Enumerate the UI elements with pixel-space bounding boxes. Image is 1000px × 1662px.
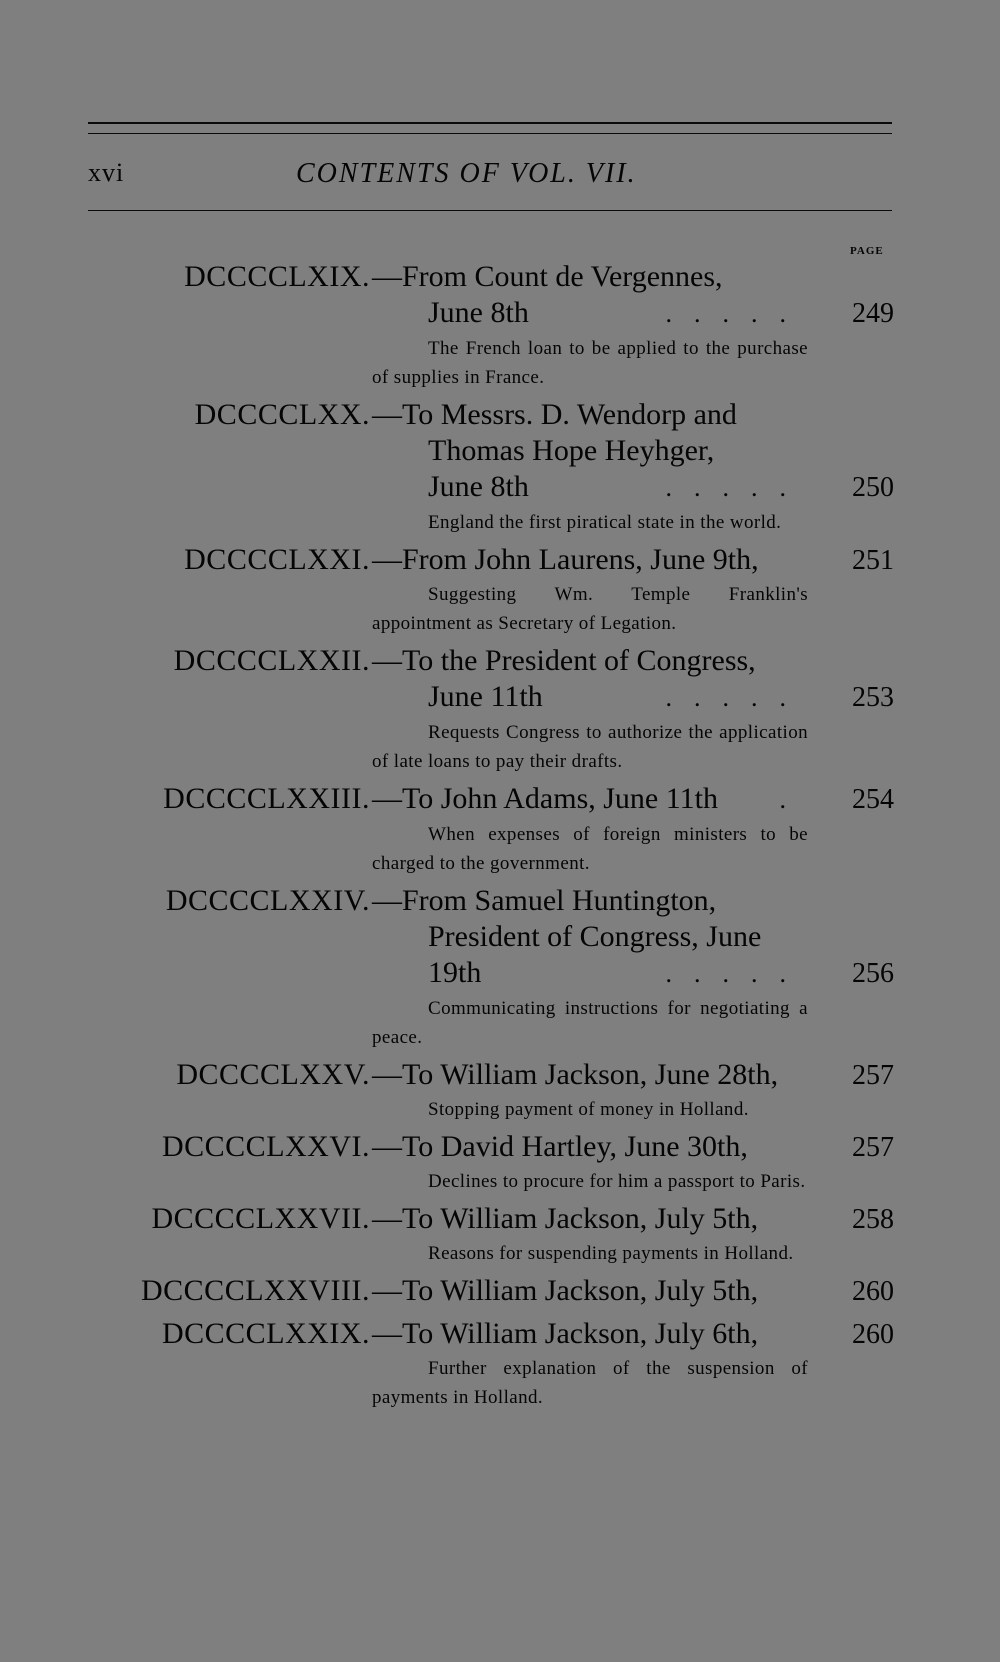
contents-entry — [0, 541, 1000, 638]
entry-numeral: DCCCCLXXI. — [184, 543, 370, 576]
entry-title-text: June 8th — [428, 470, 529, 503]
entry-title — [372, 780, 808, 818]
entry-title — [372, 1200, 808, 1237]
entry-title-text: —To William Jackson, June 28th, — [372, 1058, 779, 1091]
leader-dots: ..... — [665, 299, 808, 328]
entry-page-number: 251 — [852, 545, 894, 576]
entry-title — [372, 1272, 808, 1309]
contents-entry — [0, 1272, 1000, 1309]
contents-list — [0, 258, 1000, 1416]
page-number: xvi — [88, 158, 125, 187]
entry-title — [372, 541, 808, 578]
contents-entry — [0, 396, 1000, 537]
entry-title-text: 19th — [428, 956, 482, 989]
entry-title-line — [372, 883, 808, 919]
entry-title — [372, 396, 808, 506]
header-rule — [88, 210, 892, 211]
entry-title — [372, 1056, 808, 1093]
leader-dots: . — [779, 785, 808, 814]
entry-page-number: 249 — [852, 298, 894, 329]
contents-entry — [0, 780, 1000, 878]
entry-page-number: 254 — [852, 784, 894, 815]
entry-numeral: DCCCCLXIX. — [184, 260, 370, 293]
entry-title — [372, 1128, 808, 1165]
contents-entry — [0, 642, 1000, 776]
entry-page-number: 250 — [852, 472, 894, 503]
entry-title-text: President of Congress, June — [428, 920, 762, 953]
entry-title-line — [428, 295, 808, 332]
entry-page-number: 257 — [852, 1060, 894, 1091]
contents-entry — [0, 1056, 1000, 1124]
entry-numeral: DCCCCLXXIX. — [161, 1317, 370, 1350]
entry-title-line — [372, 1129, 808, 1165]
entry-summary: England the first piratical state in the world. — [428, 512, 782, 533]
contents-entry — [0, 258, 1000, 392]
entry-title-line — [372, 1316, 808, 1352]
entry-title — [372, 1315, 808, 1352]
entry-numeral: DCCCCLXXII. — [173, 644, 370, 677]
entry-title-text: June 8th — [428, 296, 529, 329]
contents-entry — [0, 1128, 1000, 1196]
entry-numeral: DCCCCLXXVIII. — [141, 1274, 370, 1307]
entry-title-line — [372, 397, 808, 433]
entry-title-line — [372, 781, 808, 818]
entry-title — [372, 258, 808, 332]
entry-title-line — [428, 919, 808, 955]
entry-numeral: DCCCCLXXV. — [176, 1058, 370, 1091]
entry-page-number: 258 — [852, 1204, 894, 1235]
entry-numeral: DCCCCLXXVII. — [151, 1202, 370, 1235]
entry-title-line — [372, 1057, 808, 1093]
entry-page-number: 253 — [852, 682, 894, 713]
entry-summary: When expenses of foreign ministers to be charged to the government. — [372, 824, 808, 874]
entry-summary: Stopping payment of money in Holland. — [428, 1099, 749, 1120]
entry-title-text: —From Samuel Huntington, — [372, 884, 717, 917]
entry-summary: The French loan to be applied to the purchase of supplies in France. — [372, 338, 808, 388]
entry-page-number: 257 — [852, 1132, 894, 1163]
entry-title — [372, 882, 808, 992]
page-column-label: PAGE — [850, 245, 884, 257]
entry-title-text: —From John Laurens, June 9th, — [372, 543, 759, 576]
entry-title-text: —To the President of Congress, — [372, 644, 756, 677]
entry-page-number: 260 — [852, 1276, 894, 1307]
entry-title-line — [428, 679, 808, 716]
entry-summary: Reasons for suspending payments in Holland. — [428, 1243, 794, 1264]
entry-summary: Communicating instructions for negotiating a peace. — [372, 998, 808, 1048]
entry-title-text: —To John Adams, June 11th — [372, 782, 718, 815]
entry-numeral: DCCCCLXXVI. — [161, 1130, 370, 1163]
entry-title-line — [372, 259, 808, 295]
entry-numeral: DCCCCLXXIV. — [165, 884, 370, 917]
entry-title-text: —To William Jackson, July 5th, — [372, 1274, 759, 1307]
entry-title-text: June 11th — [428, 680, 543, 713]
entry-page-number: 256 — [852, 958, 894, 989]
entry-title-line — [428, 955, 808, 992]
entry-title-line — [372, 643, 808, 679]
running-title: CONTENTS OF VOL. VII. — [296, 158, 637, 189]
entry-title — [372, 642, 808, 716]
entry-title-text: Thomas Hope Heyhger, — [428, 434, 715, 467]
leader-dots: ..... — [665, 473, 808, 502]
top-rule-thin — [88, 133, 892, 134]
entry-title-line — [428, 469, 808, 506]
entry-title-text: —To William Jackson, July 6th, — [372, 1317, 759, 1350]
entry-summary: Requests Congress to authorize the application of late loans to pay their drafts. — [372, 722, 808, 772]
entry-numeral: DCCCCLXXIII. — [163, 782, 370, 815]
entry-title-text: —To William Jackson, July 5th, — [372, 1202, 759, 1235]
entry-title-line — [372, 542, 808, 578]
leader-dots: ..... — [665, 959, 808, 988]
entry-summary: Suggesting Wm. Temple Franklin's appointment as Secretary of Legation. — [372, 584, 808, 634]
entry-title-text: —To Messrs. D. Wendorp and — [372, 398, 737, 431]
entry-title-text: —To David Hartley, June 30th, — [372, 1130, 748, 1163]
entry-title-line — [372, 1201, 808, 1237]
leader-dots: ..... — [665, 683, 808, 712]
top-rule-thick — [88, 122, 892, 124]
entry-page-number: 260 — [852, 1319, 894, 1350]
entry-summary: Further explanation of the suspension of payments in Holland. — [372, 1358, 808, 1408]
entry-numeral: DCCCCLXX. — [194, 398, 370, 431]
entry-title-text: —From Count de Vergennes, — [372, 260, 723, 293]
entry-title-line — [372, 1273, 808, 1309]
entry-summary: Declines to procure for him a passport to Paris. — [428, 1171, 806, 1192]
entry-title-line — [428, 433, 808, 469]
page-header — [88, 158, 892, 194]
contents-entry — [0, 1200, 1000, 1268]
contents-entry — [0, 1315, 1000, 1412]
contents-entry — [0, 882, 1000, 1052]
